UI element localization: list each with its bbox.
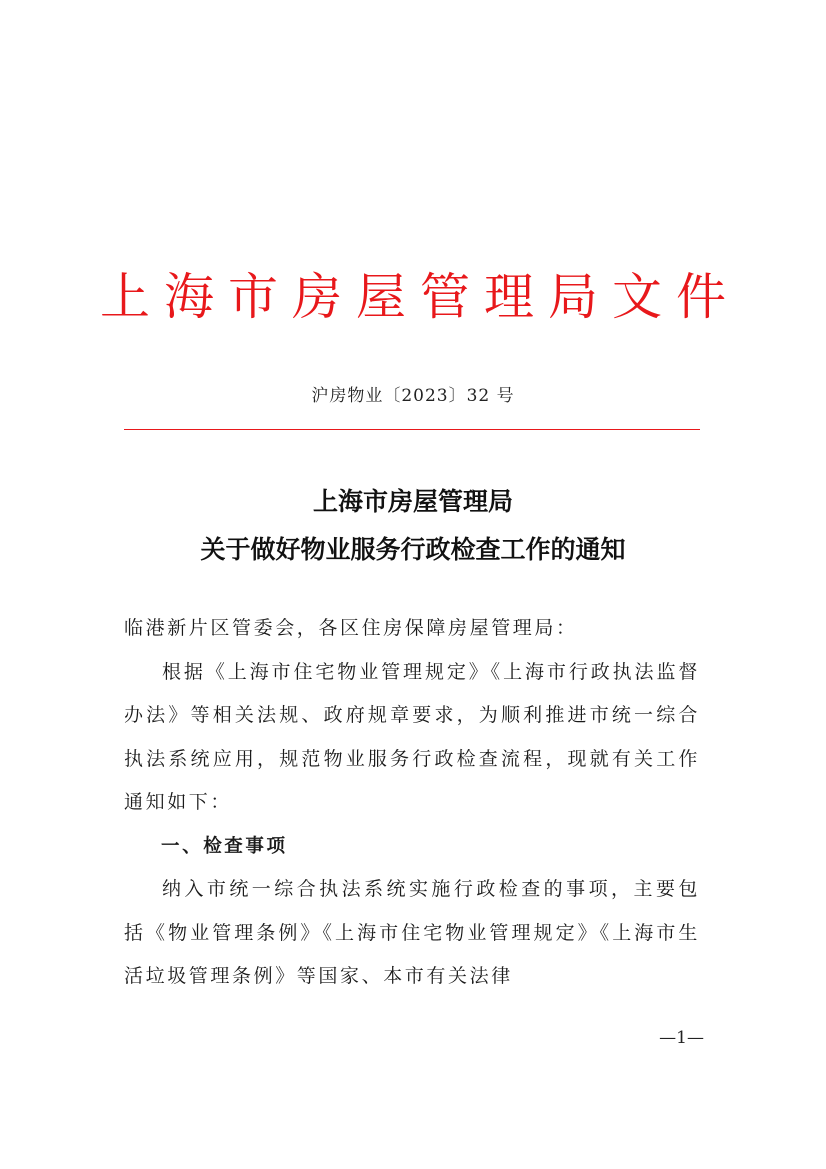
title-line-1: 上海市房屋管理局 xyxy=(312,487,513,516)
document-number: 沪房物业〔2023〕32 号 xyxy=(311,386,515,406)
page-number: —1— xyxy=(659,1028,704,1048)
red-divider-line xyxy=(124,429,700,430)
paragraph-inspection-items: 纳入市统一综合执法系统实施行政检查的事项，主要包括《物业管理条例》《上海市住宅物业管理规定》《上海市生活垃圾管理条例》等国家、本市有关法律 xyxy=(124,878,700,987)
document-title xyxy=(0,478,826,574)
document-masthead: 上海市房屋管理局文件 xyxy=(100,268,740,326)
title-line-2: 关于做好物业服务行政检查工作的通知 xyxy=(200,535,626,564)
section-heading-inspection-items: 一、检查事项 xyxy=(161,835,288,857)
salutation: 临港新片区管委会，各区住房保障房屋管理局： xyxy=(124,617,578,639)
paragraph-intro: 根据《上海市住宅物业管理规定》《上海市行政执法监督办法》等相关法规、政府规章要求，为顺利推进市统一综合执法系统应用，规范物业服务行政检查流程，现就有关工作通知如下： xyxy=(124,660,700,813)
document-body xyxy=(124,607,700,999)
